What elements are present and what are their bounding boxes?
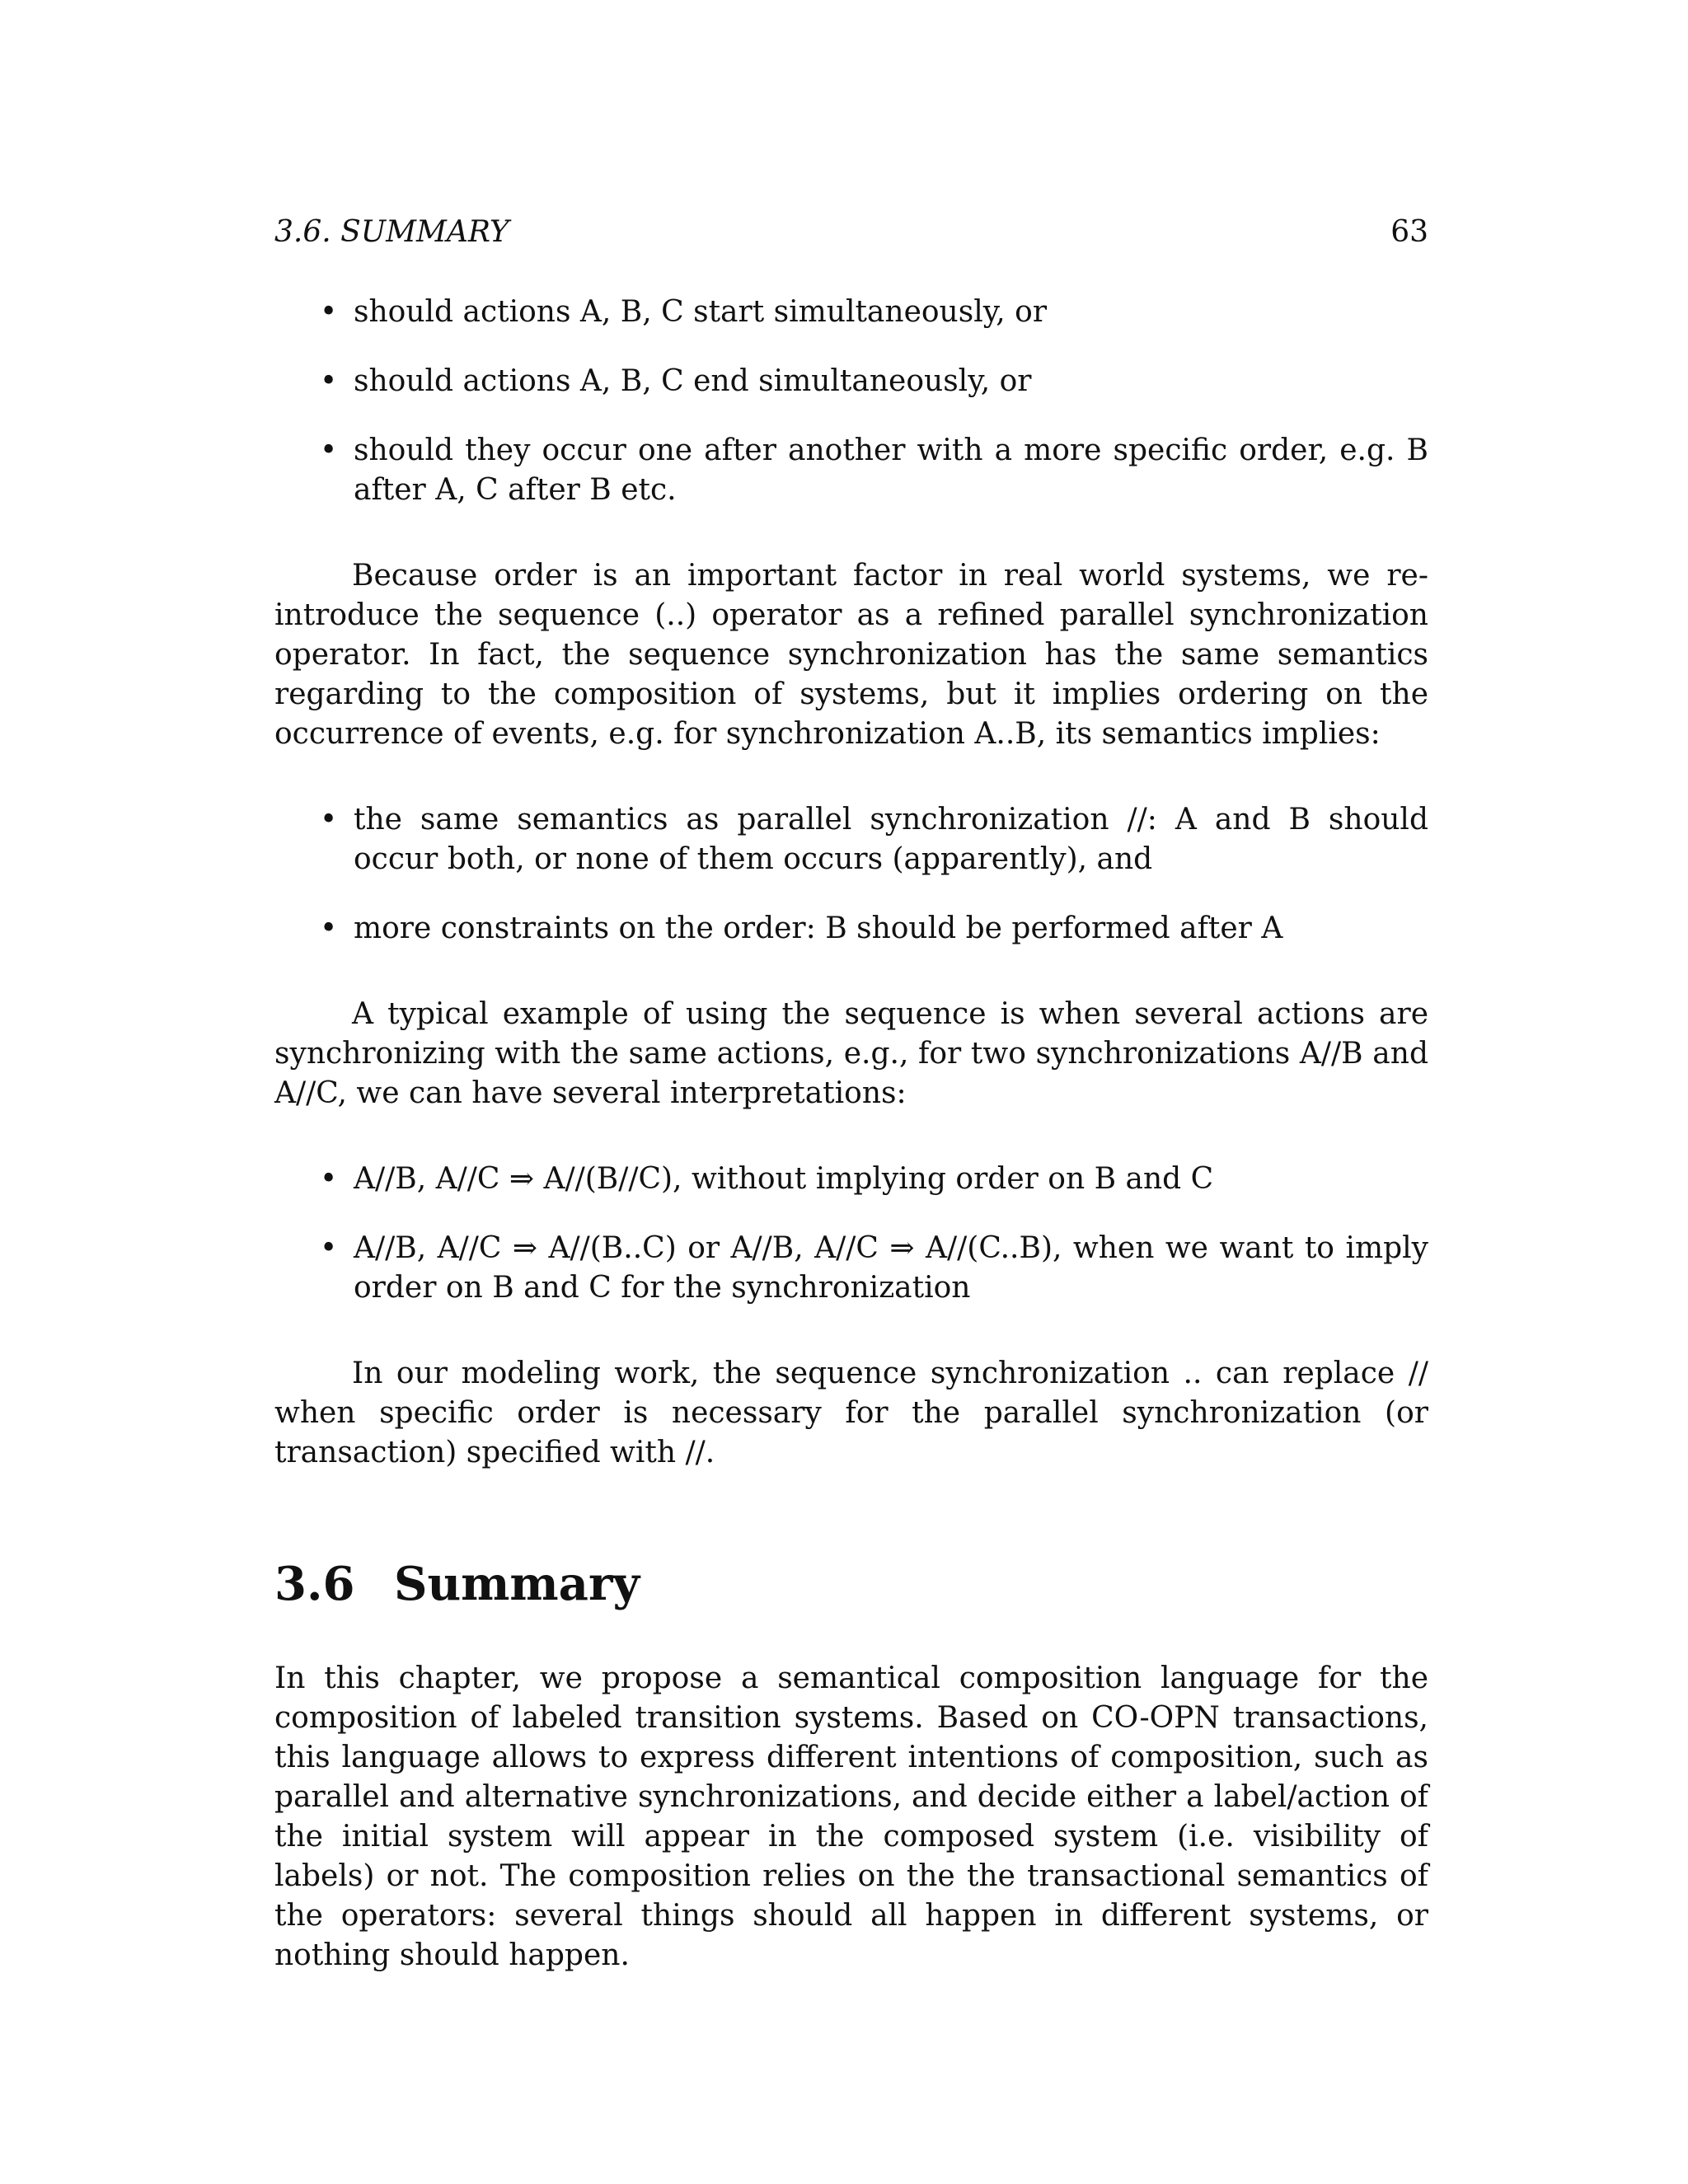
list-item-text: should actions A, B, C end simultaneously, or xyxy=(354,364,1032,398)
section-number: 3.6 xyxy=(274,1557,355,1611)
list-item xyxy=(274,362,1428,401)
list-item-text: A//B, A//C ⇒ A//(B..C) or A//B, A//C ⇒ A//(C..B), when we want to imply order on B and C for the synchronization xyxy=(354,1231,1428,1305)
section-title: Summary xyxy=(394,1557,640,1611)
running-header-title: 3.6. SUMMARY xyxy=(274,215,509,249)
list-item-text: the same semantics as parallel synchronization //: A and B should occur both, or none of them occurs (apparently), and xyxy=(354,803,1428,876)
bullet-icon: • xyxy=(320,364,338,398)
list-item-text: should they occur one after another with a more specific order, e.g. B after A, C after B etc. xyxy=(354,434,1428,507)
paragraph-modeling: In our modeling work, the sequence synchronization .. can replace // when specific order is necessary for the parallel synchronization (or transaction) specified with //. xyxy=(274,1357,1428,1469)
list-item xyxy=(274,293,1428,332)
bullet-list-interpretations xyxy=(274,1160,1428,1308)
list-item xyxy=(274,800,1428,879)
bullet-icon: • xyxy=(320,912,338,945)
bullet-icon: • xyxy=(320,1162,338,1196)
list-item xyxy=(274,431,1428,510)
list-item xyxy=(274,1229,1428,1308)
paragraph-summary: In this chapter, we propose a semantical composition language for the composition of labeled transition systems. Based on CO-OPN transactions, this language allows to express different intentions of composition, such as parallel and alternative synchronizations, and decide either a label/action of the initial system will appear in the composed system (i.e. visibility of labels) or not. The composition relies on the the transactional semantics of the operators: several things should all happen in different systems, or nothing should happen. xyxy=(274,1661,1428,1972)
bullet-icon: • xyxy=(320,295,338,329)
bullet-icon: • xyxy=(320,1231,338,1265)
bullet-icon: • xyxy=(320,803,338,837)
bullet-list-actions xyxy=(274,293,1428,510)
page-number: 63 xyxy=(1390,215,1428,249)
page xyxy=(274,210,1428,1975)
list-item-text: A//B, A//C ⇒ A//(B//C), without implying order on B and C xyxy=(354,1162,1214,1196)
bullet-icon: • xyxy=(320,434,338,467)
section-heading xyxy=(274,1555,1428,1613)
list-item xyxy=(274,909,1428,949)
list-item xyxy=(274,1160,1428,1199)
list-item-text: should actions A, B, C start simultaneously, or xyxy=(354,295,1048,329)
running-header xyxy=(274,210,1428,255)
paragraph-order: Because order is an important factor in real world systems, we re-introduce the sequence (..) operator as a refined parallel synchronization operator. In fact, the sequence synchronization has the same semantics regarding to the composition of systems, but it implies ordering on the occurrence of events, e.g. for synchronization A..B, its semantics implies: xyxy=(274,559,1428,751)
list-item-text: more constraints on the order: B should be performed after A xyxy=(354,912,1283,945)
paragraph-example: A typical example of using the sequence is when several actions are synchronizing with the same actions, e.g., for two synchronizations A//B and A//C, we can have several interpretations: xyxy=(274,997,1428,1110)
bullet-list-semantics xyxy=(274,800,1428,949)
